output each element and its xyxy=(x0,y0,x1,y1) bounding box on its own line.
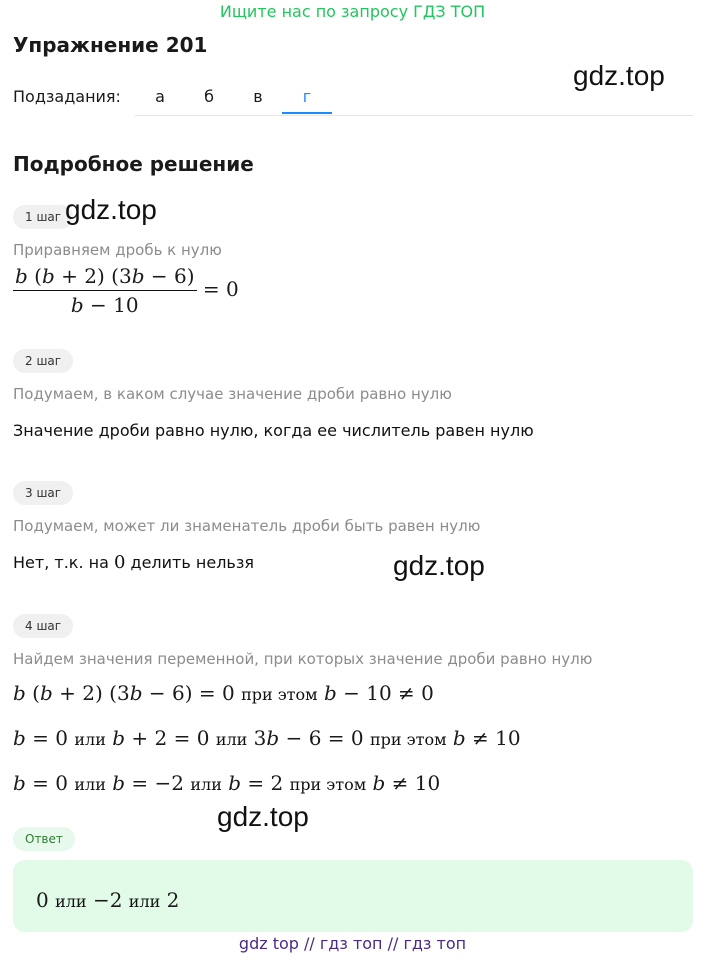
tabs-divider xyxy=(135,115,693,116)
equation-line-3: b = 0 или b = −2 или b = 2 при этом b ≠ 10 xyxy=(13,771,441,795)
fraction-equation: $\frac{b (b + 2) (3b - 6)}{b - 10}$ = 0 xyxy=(15,264,239,317)
step-desc-3: Подумаем, может ли знаменатель дроби быть равен нулю xyxy=(13,517,481,535)
step-text-3: Нет, т.к. на 0 делить нельзя xyxy=(13,552,254,573)
step-desc-2: Подумаем, в каком случае значение дроби равно нулю xyxy=(13,385,452,403)
answer-value: 0 или −2 или 2 xyxy=(36,888,180,912)
step-desc-1: Приравняем дробь к нулю xyxy=(13,241,222,259)
step-badge-4: 4 шаг xyxy=(13,614,73,638)
tab-v[interactable]: в xyxy=(253,87,263,106)
equation-line-2: b = 0 или b + 2 = 0 или 3b − 6 = 0 при этом b ≠ 10 xyxy=(13,726,521,750)
tab-b[interactable]: б xyxy=(204,87,214,106)
section-title: Подробное решение xyxy=(13,152,254,176)
watermark: gdz.top xyxy=(573,60,665,91)
top-banner: Ищите нас по запросу ГДЗ ТОП xyxy=(219,2,486,21)
tab-a[interactable]: а xyxy=(155,87,165,106)
step-badge-1: 1 шаг xyxy=(13,205,73,229)
watermark: gdz.top xyxy=(65,194,157,225)
watermark: gdz.top xyxy=(217,801,309,832)
step-badge-3: 3 шаг xyxy=(13,481,73,505)
equation-line-1: b (b + 2) (3b − 6) = 0 при этом b − 10 ≠ 0 xyxy=(13,681,434,705)
step-desc-4: Найдем значения переменной, при которых значение дроби равно нулю xyxy=(13,650,593,668)
page-title: Упражнение 201 xyxy=(13,33,208,57)
tab-g[interactable]: г xyxy=(282,80,332,114)
answer-badge: Ответ xyxy=(13,827,75,851)
step-badge-2: 2 шаг xyxy=(13,349,73,373)
step-text-2: Значение дроби равно нулю, когда ее числитель равен нулю xyxy=(13,421,534,440)
footer: gdz top // гдз топ // гдз топ xyxy=(238,934,467,953)
watermark: gdz.top xyxy=(393,550,485,581)
subtasks-label: Подзадания: xyxy=(13,87,121,106)
subtask-tabs xyxy=(135,80,331,114)
